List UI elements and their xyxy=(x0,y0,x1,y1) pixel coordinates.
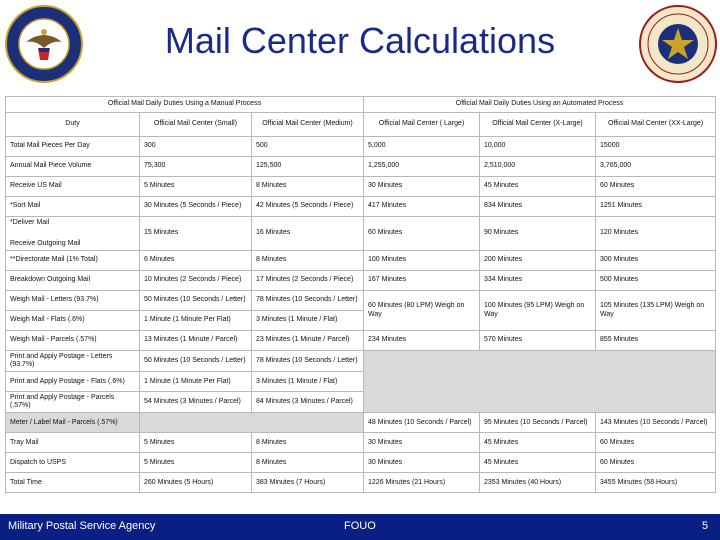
value-cell: 75,300 xyxy=(140,157,252,177)
value-cell: 45 Minutes xyxy=(480,433,596,453)
value-cell: 8 Minutes xyxy=(252,453,364,473)
value-cell: 60 Minutes xyxy=(596,433,716,453)
duty-cell: Weigh Mail - Parcels (.57%) xyxy=(6,331,140,351)
manual-process-header: Official Mail Daily Duties Using a Manual Process xyxy=(6,97,364,113)
table-row xyxy=(6,433,716,453)
table-row xyxy=(6,331,716,351)
value-cell: 8 Minutes xyxy=(252,433,364,453)
value-cell: 45 Minutes xyxy=(480,453,596,473)
footer-agency-name: Military Postal Service Agency xyxy=(8,520,156,532)
table-row xyxy=(6,271,716,291)
duty-cell: **Directorate Mail (1% Total) xyxy=(6,251,140,271)
value-cell: 125,500 xyxy=(252,157,364,177)
table-row xyxy=(6,177,716,197)
value-cell: 2353 Minutes (40 Hours) xyxy=(480,473,596,493)
value-cell: 143 Minutes (10 Seconds / Parcel) xyxy=(596,413,716,433)
not-applicable-cell xyxy=(140,413,364,433)
value-cell: 50 Minutes (10 Seconds / Letter) xyxy=(140,351,252,372)
value-cell: 10 Minutes (2 Seconds / Piece) xyxy=(140,271,252,291)
value-cell: 95 Minutes (10 Seconds / Parcel) xyxy=(480,413,596,433)
table-row xyxy=(6,291,716,311)
not-applicable-cell xyxy=(364,351,716,413)
footer-classification: FOUO xyxy=(344,520,376,532)
value-cell: 54 Minutes (3 Minutes / Parcel) xyxy=(140,392,252,413)
table-row xyxy=(6,157,716,177)
value-cell: 855 Minutes xyxy=(596,331,716,351)
footer-bar xyxy=(0,514,720,540)
value-cell: 383 Minutes (7 Hours) xyxy=(252,473,364,493)
table-row xyxy=(6,197,716,217)
automated-process-header: Official Mail Daily Duties Using an Automated Process xyxy=(364,97,716,113)
duty-cell: Breakdown Outgoing Mail xyxy=(6,271,140,291)
value-cell: 15 Minutes xyxy=(140,217,252,251)
value-cell: 570 Minutes xyxy=(480,331,596,351)
page-number: 5 xyxy=(702,520,709,532)
value-cell: 1251 Minutes xyxy=(596,197,716,217)
value-cell: 50 Minutes (10 Seconds / Letter) xyxy=(140,291,252,311)
value-cell: 3,765,000 xyxy=(596,157,716,177)
value-cell: 417 Minutes xyxy=(364,197,480,217)
value-cell: 5 Minutes xyxy=(140,177,252,197)
value-cell: 17 Minutes (2 Seconds / Piece) xyxy=(252,271,364,291)
value-cell: 3 Minutes (1 Minute / Flat) xyxy=(252,311,364,331)
duty-cell: Weigh Mail - Flats (.6%) xyxy=(6,311,140,331)
table-row xyxy=(6,413,716,433)
value-cell: 30 Minutes xyxy=(364,453,480,473)
xxlarge-center-header: Official Mail Center (XX-Large) xyxy=(596,113,716,137)
value-cell: 90 Minutes xyxy=(480,217,596,251)
value-cell: 100 Minutes (95 LPM) Weigh on Way xyxy=(480,291,596,331)
value-cell: 834 Minutes xyxy=(480,197,596,217)
value-cell: 500 xyxy=(252,137,364,157)
value-cell: 42 Minutes (5 Seconds / Piece) xyxy=(252,197,364,217)
slide-header xyxy=(0,0,720,92)
value-cell: 48 Minutes (10 Seconds / Parcel) xyxy=(364,413,480,433)
receive-outgoing-label: Receive Outgoing Mail xyxy=(10,239,81,247)
large-center-header: Official Mail Center ( Large) xyxy=(364,113,480,137)
value-cell: 1,255,000 xyxy=(364,157,480,177)
table-row xyxy=(6,251,716,271)
column-header-row xyxy=(6,113,716,137)
value-cell: 260 Minutes (5 Hours) xyxy=(140,473,252,493)
duty-cell: Annual Mail Piece Volume xyxy=(6,157,140,177)
value-cell: 200 Minutes xyxy=(480,251,596,271)
value-cell: 5 Minutes xyxy=(140,433,252,453)
value-cell: 78 Minutes (10 Seconds / Letter) xyxy=(252,351,364,372)
value-cell: 45 Minutes xyxy=(480,177,596,197)
value-cell: 60 Minutes xyxy=(596,177,716,197)
value-cell: 2,510,000 xyxy=(480,157,596,177)
value-cell: 60 Minutes (80 LPM) Weigh on Way xyxy=(364,291,480,331)
deliver-mail-label: *Deliver Mail xyxy=(10,219,50,227)
value-cell: 6 Minutes xyxy=(140,251,252,271)
value-cell: 84 Minutes (3 Minutes / Parcel) xyxy=(252,392,364,413)
value-cell: 300 Minutes xyxy=(596,251,716,271)
value-cell: 500 Minutes xyxy=(596,271,716,291)
value-cell: 15000 xyxy=(596,137,716,157)
group-header-row xyxy=(6,97,716,113)
value-cell: 5,000 xyxy=(364,137,480,157)
value-cell: 8 Minutes xyxy=(252,177,364,197)
value-cell: 234 Minutes xyxy=(364,331,480,351)
value-cell: 13 Minutes (1 Minute / Parcel) xyxy=(140,331,252,351)
duty-cell: *Sort Mail xyxy=(6,197,140,217)
duty-cell: Tray Mail xyxy=(6,433,140,453)
value-cell: 100 Minutes xyxy=(364,251,480,271)
duty-cell: Print and Apply Postage - Parcels (.57%) xyxy=(6,392,140,413)
table-row xyxy=(6,217,716,251)
duty-cell: Print and Apply Postage - Flats (.6%) xyxy=(6,372,140,392)
value-cell: 3 Minutes (1 Minute / Flat) xyxy=(252,372,364,392)
duty-cell: Receive US Mail xyxy=(6,177,140,197)
value-cell: 8 Minutes xyxy=(252,251,364,271)
duty-cell: Total Mail Pieces Per Day xyxy=(6,137,140,157)
duty-cell: Weigh Mail - Letters (93.7%) xyxy=(6,291,140,311)
value-cell: 60 Minutes xyxy=(596,453,716,473)
value-cell: 30 Minutes (5 Seconds / Piece) xyxy=(140,197,252,217)
duty-cell xyxy=(6,217,140,251)
value-cell: 78 Minutes (10 Seconds / Letter) xyxy=(252,291,364,311)
duty-cell: Total Time xyxy=(6,473,140,493)
value-cell: 1 Minute (1 Minute Per Flat) xyxy=(140,372,252,392)
value-cell: 10,000 xyxy=(480,137,596,157)
duty-cell: Dispatch to USPS xyxy=(6,453,140,473)
value-cell: 5 Minutes xyxy=(140,453,252,473)
duty-cell: Meter / Label Mail - Parcels (.57%) xyxy=(6,413,140,433)
value-cell: 1 Minute (1 Minute Per Flat) xyxy=(140,311,252,331)
value-cell: 16 Minutes xyxy=(252,217,364,251)
value-cell: 30 Minutes xyxy=(364,177,480,197)
duty-header: Duty xyxy=(6,113,140,137)
mail-duties-table xyxy=(5,96,716,493)
value-cell: 23 Minutes (1 Minute / Parcel) xyxy=(252,331,364,351)
total-row xyxy=(6,473,716,493)
value-cell: 3455 Minutes (58 Hours) xyxy=(596,473,716,493)
value-cell: 120 Minutes xyxy=(596,217,716,251)
table-row xyxy=(6,351,716,372)
value-cell: 60 Minutes xyxy=(364,217,480,251)
duty-cell: Print and Apply Postage - Letters (93.7%) xyxy=(6,351,140,372)
medium-center-header: Official Mail Center (Medium) xyxy=(252,113,364,137)
page-title: Mail Center Calculations xyxy=(164,20,556,61)
value-cell: 105 Minutes (135 LPM) Weigh on Way xyxy=(596,291,716,331)
value-cell: 300 xyxy=(140,137,252,157)
military-postal-service-agency-seal xyxy=(638,4,718,84)
small-center-header: Official Mail Center (Small) xyxy=(140,113,252,137)
value-cell: 1226 Minutes (21 Hours) xyxy=(364,473,480,493)
value-cell: 30 Minutes xyxy=(364,433,480,453)
value-cell: 167 Minutes xyxy=(364,271,480,291)
value-cell: 334 Minutes xyxy=(480,271,596,291)
xlarge-center-header: Official Mail Center (X-Large) xyxy=(480,113,596,137)
table-row xyxy=(6,453,716,473)
table-row xyxy=(6,137,716,157)
